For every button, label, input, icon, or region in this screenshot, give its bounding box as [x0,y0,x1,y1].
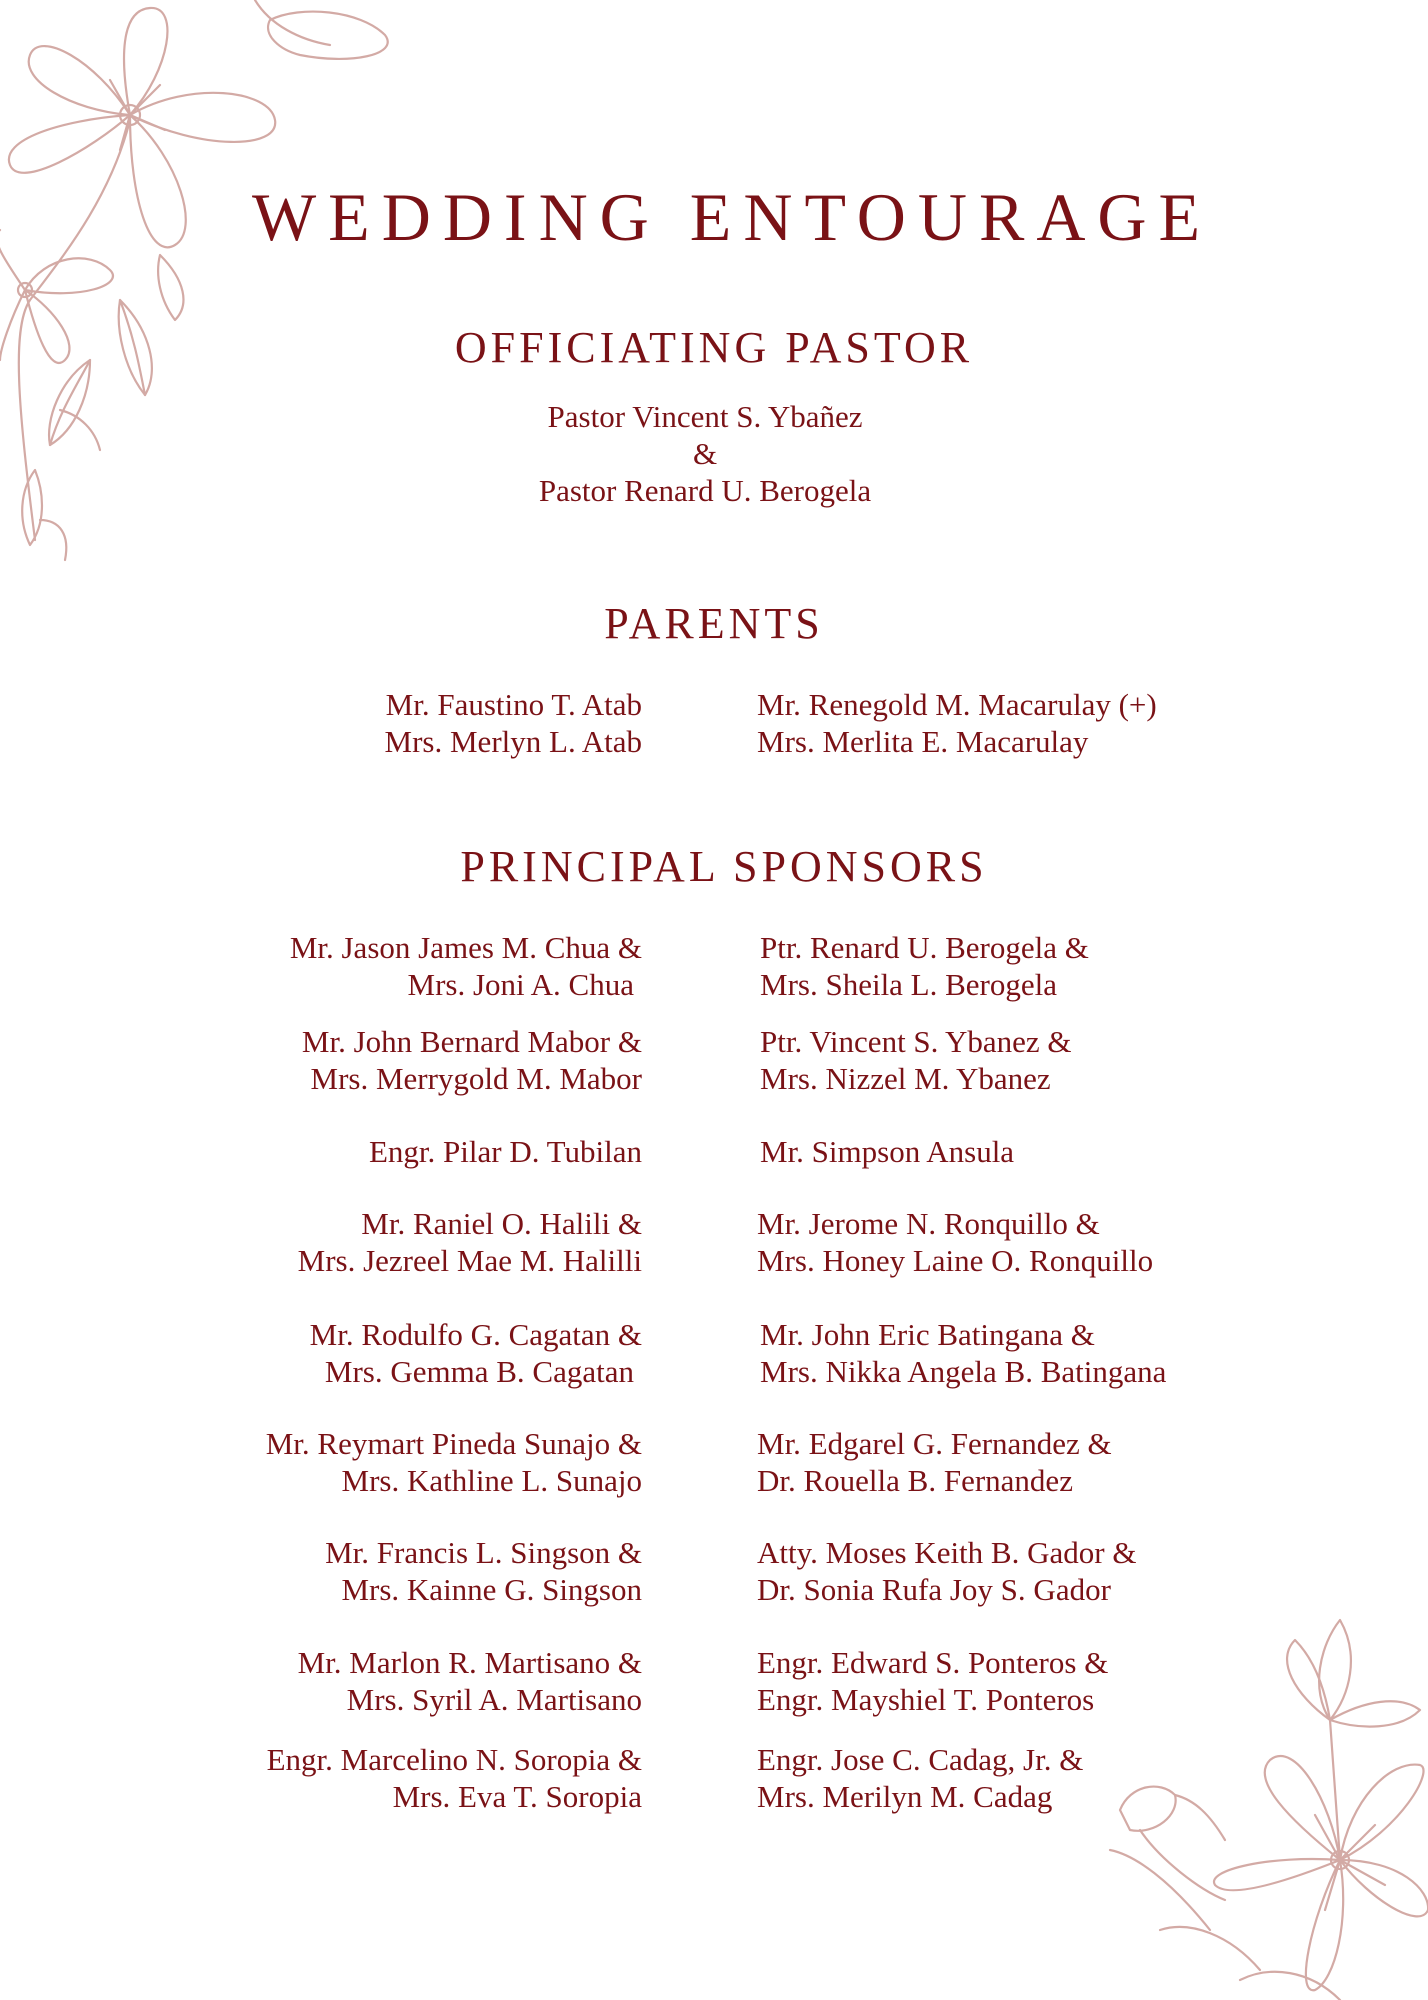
sponsor-name: Mr. John Bernard Mabor & [301,1024,642,1059]
sponsor-name: Atty. Moses Keith B. Gador & [757,1535,1137,1570]
sponsor-name: Mrs. Eva T. Soropia [392,1779,642,1814]
sponsor-couple-left [298,1644,642,1718]
sponsor-name: Mr. John Eric Batingana & [760,1317,1095,1352]
sponsor-name: Engr. Mayshiel T. Ponteros [757,1682,1095,1717]
sponsor-name: Mr. Jason James M. Chua & [289,930,642,965]
sponsor-couple-right [760,1023,1072,1097]
officiating-line: Pastor Vincent S. Ybañez [547,399,863,434]
sponsor-couple-left [310,1316,642,1390]
parent-name: Mrs. Merlyn L. Atab [384,724,642,759]
sponsor-name: Ptr. Renard U. Berogela & [760,930,1089,965]
parent-name: Mrs. Merlita E. Macarulay [757,724,1089,759]
sponsors-heading: PRINCIPAL SPONSORS [460,842,988,891]
sponsor-couple-left [298,1205,642,1279]
sponsor-couple-left [267,1741,642,1815]
sponsor-couple-right [760,929,1089,1003]
sponsor-name: Mrs. Sheila L. Berogela [760,967,1058,1002]
page-title: WEDDING ENTOURAGE [252,179,1213,255]
sponsor-name: Mrs. Nikka Angela B. Batingana [760,1354,1167,1389]
officiating-heading: OFFICIATING PASTOR [454,323,974,372]
sponsor-name: Mrs. Jezreel Mae M. Halilli [297,1243,642,1278]
officiating-line: & [692,436,718,471]
sponsor-single-right [760,1133,1014,1170]
sponsor-couple-right [757,1644,1108,1718]
sponsor-couple-right [757,1741,1083,1815]
parent-name: Mr. Faustino T. Atab [385,687,642,722]
sponsor-name: Engr. Pilar D. Tubilan [368,1134,642,1169]
sponsor-name: Mrs. Syril A. Martisano [346,1682,642,1717]
officiating-names [0,398,1410,509]
sponsor-couple-left [302,1023,642,1097]
sponsor-name: Mrs. Joni A. Chua [407,967,634,1002]
sponsor-name: Mr. Edgarel G. Fernandez & [757,1426,1112,1461]
sponsor-name: Mrs. Gemma B. Cagatan [324,1354,634,1389]
sponsor-name: Dr. Rouella B. Fernandez [757,1463,1073,1498]
sponsor-name: Mr. Francis L. Singson & [325,1535,642,1570]
sponsor-name: Mr. Rodulfo G. Cagatan & [309,1317,642,1352]
parents-bride-side [757,686,1157,760]
floral-bottom-right-icon [1100,1600,1428,2000]
sponsor-name: Engr. Marcelino N. Soropia & [266,1742,642,1777]
sponsor-name: Mr. Marlon R. Martisano & [297,1645,642,1680]
sponsor-single-left [369,1133,642,1170]
sponsor-name: Mrs. Kainne G. Singson [341,1572,642,1607]
parents-heading: PARENTS [604,599,824,648]
sponsor-couple-right [757,1534,1136,1608]
sponsor-name: Mr. Reymart Pineda Sunajo & [265,1426,642,1461]
officiating-line: Pastor Renard U. Berogela [538,473,872,508]
parent-name: Mr. Renegold M. Macarulay (+) [757,687,1157,722]
sponsor-name: Mrs. Merrygold M. Mabor [310,1061,642,1096]
floral-top-left-icon [0,0,400,600]
sponsor-couple-right [757,1425,1112,1499]
sponsor-name: Mrs. Nizzel M. Ybanez [760,1061,1051,1096]
sponsor-name: Engr. Jose C. Cadag, Jr. & [757,1742,1084,1777]
sponsor-name: Mr. Jerome N. Ronquillo & [757,1206,1100,1241]
sponsor-name: Dr. Sonia Rufa Joy S. Gador [757,1572,1111,1607]
sponsor-couple-left [290,929,642,1003]
sponsor-couple-right [760,1316,1166,1390]
sponsor-couple-left [325,1534,642,1608]
sponsor-couple-left [266,1425,642,1499]
sponsor-name: Mr. Raniel O. Halili & [361,1206,642,1241]
sponsor-name: Ptr. Vincent S. Ybanez & [760,1024,1072,1059]
sponsor-name: Mrs. Honey Laine O. Ronquillo [757,1243,1154,1278]
sponsor-name: Mr. Simpson Ansula [760,1134,1015,1169]
parents-groom-side [385,686,642,760]
sponsor-name: Engr. Edward S. Ponteros & [757,1645,1109,1680]
sponsor-name: Mrs. Kathline L. Sunajo [341,1463,642,1498]
sponsor-name: Mrs. Merilyn M. Cadag [757,1779,1053,1814]
sponsor-couple-right [757,1205,1153,1279]
